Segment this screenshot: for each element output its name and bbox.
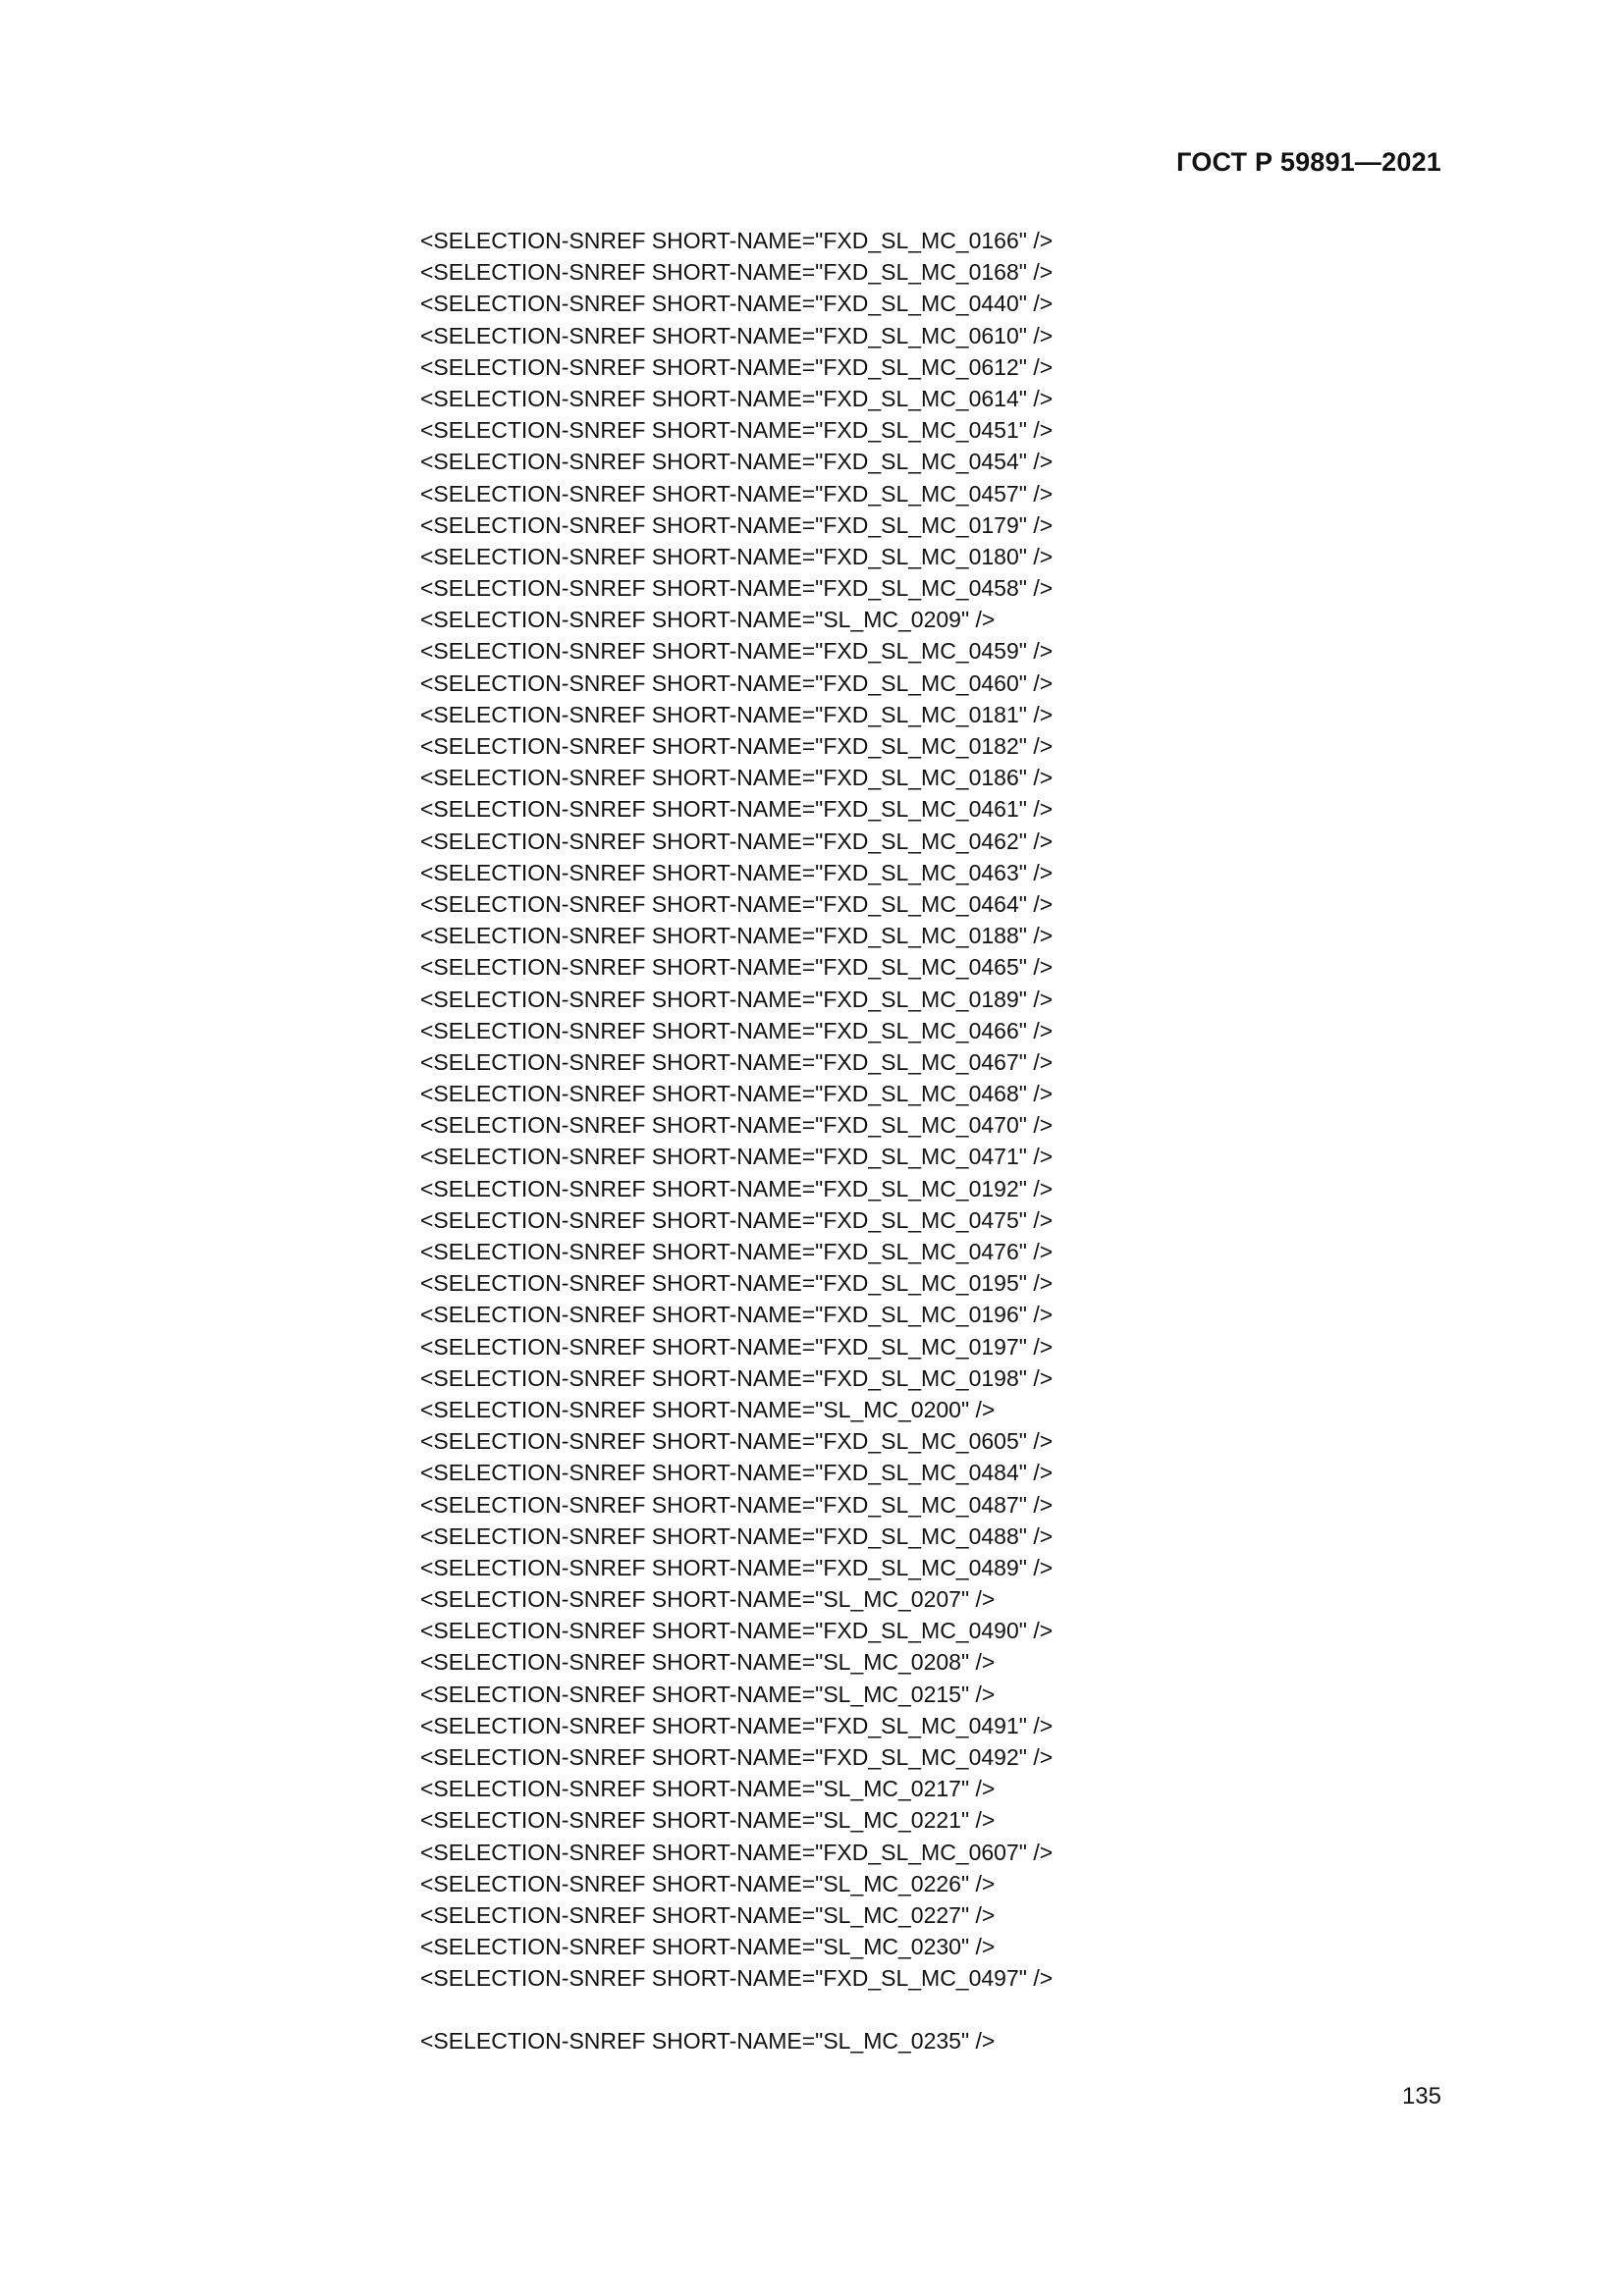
code-line: <SELECTION-SNREF SHORT-NAME="FXD_SL_MC_0180" /> — [420, 543, 1054, 569]
code-line: <SELECTION-SNREF SHORT-NAME="FXD_SL_MC_0179" /> — [420, 511, 1054, 538]
code-line: <SELECTION-SNREF SHORT-NAME="FXD_SL_MC_0460" /> — [420, 669, 1054, 696]
page-number: 135 — [1401, 2083, 1441, 2109]
code-line: <SELECTION-SNREF SHORT-NAME="FXD_SL_MC_0488" /> — [420, 1522, 1054, 1549]
code-line: <SELECTION-SNREF SHORT-NAME="FXD_SL_MC_0468" /> — [420, 1081, 1054, 1107]
code-line: <SELECTION-SNREF SHORT-NAME="FXD_SL_MC_0465" /> — [420, 954, 1054, 981]
code-line: <SELECTION-SNREF SHORT-NAME="FXD_SL_MC_0607" /> — [420, 1839, 1054, 1865]
code-line: <SELECTION-SNREF SHORT-NAME="FXD_SL_MC_0610" /> — [420, 322, 1054, 348]
code-line: <SELECTION-SNREF SHORT-NAME="FXD_SL_MC_0484" /> — [420, 1460, 1054, 1486]
document-header-standard-id: ГОСТ Р 59891—2021 — [1176, 147, 1441, 177]
code-line: <SELECTION-SNREF SHORT-NAME="FXD_SL_MC_0195" /> — [420, 1270, 1054, 1297]
code-line: <SELECTION-SNREF SHORT-NAME="FXD_SL_MC_0168" /> — [420, 259, 1054, 286]
code-line: <SELECTION-SNREF SHORT-NAME="FXD_SL_MC_0186" /> — [420, 765, 1054, 791]
xml-code-listing — [420, 225, 1166, 2056]
code-line: <SELECTION-SNREF SHORT-NAME="FXD_SL_MC_0196" /> — [420, 1302, 1054, 1328]
code-line: <SELECTION-SNREF SHORT-NAME="FXD_SL_MC_0490" /> — [420, 1618, 1054, 1644]
code-line: <SELECTION-SNREF SHORT-NAME="FXD_SL_MC_0614" /> — [420, 385, 1054, 411]
code-line: <SELECTION-SNREF SHORT-NAME="FXD_SL_MC_0197" /> — [420, 1333, 1054, 1360]
code-line: <SELECTION-SNREF SHORT-NAME="FXD_SL_MC_0466" /> — [420, 1017, 1054, 1043]
code-line: <SELECTION-SNREF SHORT-NAME="FXD_SL_MC_0467" /> — [420, 1048, 1054, 1075]
code-line: <SELECTION-SNREF SHORT-NAME="FXD_SL_MC_0612" /> — [420, 353, 1054, 380]
code-line: <SELECTION-SNREF SHORT-NAME="FXD_SL_MC_0440" /> — [420, 291, 1054, 317]
code-line: <SELECTION-SNREF SHORT-NAME="SL_MC_0215" /> — [420, 1681, 996, 1707]
code-line: <SELECTION-SNREF SHORT-NAME="FXD_SL_MC_0470" /> — [420, 1112, 1054, 1139]
code-line: <SELECTION-SNREF SHORT-NAME="FXD_SL_MC_0182" /> — [420, 733, 1054, 759]
code-line: <SELECTION-SNREF SHORT-NAME="FXD_SL_MC_0487" /> — [420, 1491, 1054, 1518]
code-line: <SELECTION-SNREF SHORT-NAME="SL_MC_0208" /> — [420, 1649, 996, 1676]
code-line: <SELECTION-SNREF SHORT-NAME="FXD_SL_MC_0461" /> — [420, 796, 1054, 823]
code-line: <SELECTION-SNREF SHORT-NAME="FXD_SL_MC_0476" /> — [420, 1239, 1054, 1264]
code-line: <SELECTION-SNREF SHORT-NAME="FXD_SL_MC_0166" /> — [420, 228, 1054, 253]
code-line: <SELECTION-SNREF SHORT-NAME="FXD_SL_MC_0459" /> — [420, 638, 1054, 665]
code-line: <SELECTION-SNREF SHORT-NAME="FXD_SL_MC_0192" /> — [420, 1175, 1054, 1201]
code-line: <SELECTION-SNREF SHORT-NAME="FXD_SL_MC_0181" /> — [420, 701, 1054, 727]
code-line: <SELECTION-SNREF SHORT-NAME="FXD_SL_MC_0462" /> — [420, 828, 1054, 854]
code-line: <SELECTION-SNREF SHORT-NAME="FXD_SL_MC_0489" /> — [420, 1554, 1054, 1580]
code-line: <SELECTION-SNREF SHORT-NAME="SL_MC_0200" /> — [420, 1396, 996, 1422]
code-line: <SELECTION-SNREF SHORT-NAME="FXD_SL_MC_0454" /> — [420, 449, 1054, 475]
code-line: <SELECTION-SNREF SHORT-NAME="FXD_SL_MC_0471" /> — [420, 1144, 1054, 1170]
code-line: <SELECTION-SNREF SHORT-NAME="SL_MC_0227" /> — [420, 1901, 996, 1928]
code-line: <SELECTION-SNREF SHORT-NAME="FXD_SL_MC_0492" /> — [420, 1744, 1054, 1770]
code-line: <SELECTION-SNREF SHORT-NAME="SL_MC_0230" /> — [420, 1934, 996, 1960]
code-line: <SELECTION-SNREF SHORT-NAME="SL_MC_0207" /> — [420, 1586, 996, 1613]
code-line: <SELECTION-SNREF SHORT-NAME="FXD_SL_MC_0189" /> — [420, 986, 1054, 1012]
code-line: <SELECTION-SNREF SHORT-NAME="FXD_SL_MC_0463" /> — [420, 859, 1054, 885]
code-line: <SELECTION-SNREF SHORT-NAME="SL_MC_0235" /> — [420, 2027, 996, 2054]
code-line: <SELECTION-SNREF SHORT-NAME="FXD_SL_MC_0464" /> — [420, 890, 1054, 917]
code-line: <SELECTION-SNREF SHORT-NAME="SL_MC_0209" /> — [420, 607, 996, 633]
code-line: <SELECTION-SNREF SHORT-NAME="FXD_SL_MC_0188" /> — [420, 923, 1054, 949]
code-line: <SELECTION-SNREF SHORT-NAME="SL_MC_0221" /> — [420, 1807, 996, 1834]
code-line: <SELECTION-SNREF SHORT-NAME="FXD_SL_MC_0605" /> — [420, 1428, 1054, 1455]
code-line: <SELECTION-SNREF SHORT-NAME="SL_MC_0226" /> — [420, 1870, 996, 1896]
code-line: <SELECTION-SNREF SHORT-NAME="FXD_SL_MC_0198" /> — [420, 1364, 1054, 1391]
code-line: <SELECTION-SNREF SHORT-NAME="FXD_SL_MC_0458" /> — [420, 575, 1054, 602]
code-line: <SELECTION-SNREF SHORT-NAME="FXD_SL_MC_0451" /> — [420, 417, 1054, 444]
code-line: <SELECTION-SNREF SHORT-NAME="FXD_SL_MC_0475" /> — [420, 1206, 1054, 1233]
code-line: <SELECTION-SNREF SHORT-NAME="FXD_SL_MC_0457" /> — [420, 480, 1054, 507]
code-line: <SELECTION-SNREF SHORT-NAME="SL_MC_0217" /> — [420, 1776, 996, 1802]
code-line: <SELECTION-SNREF SHORT-NAME="FXD_SL_MC_0491" /> — [420, 1712, 1054, 1738]
code-line: <SELECTION-SNREF SHORT-NAME="FXD_SL_MC_0497" /> — [420, 1965, 1054, 1992]
